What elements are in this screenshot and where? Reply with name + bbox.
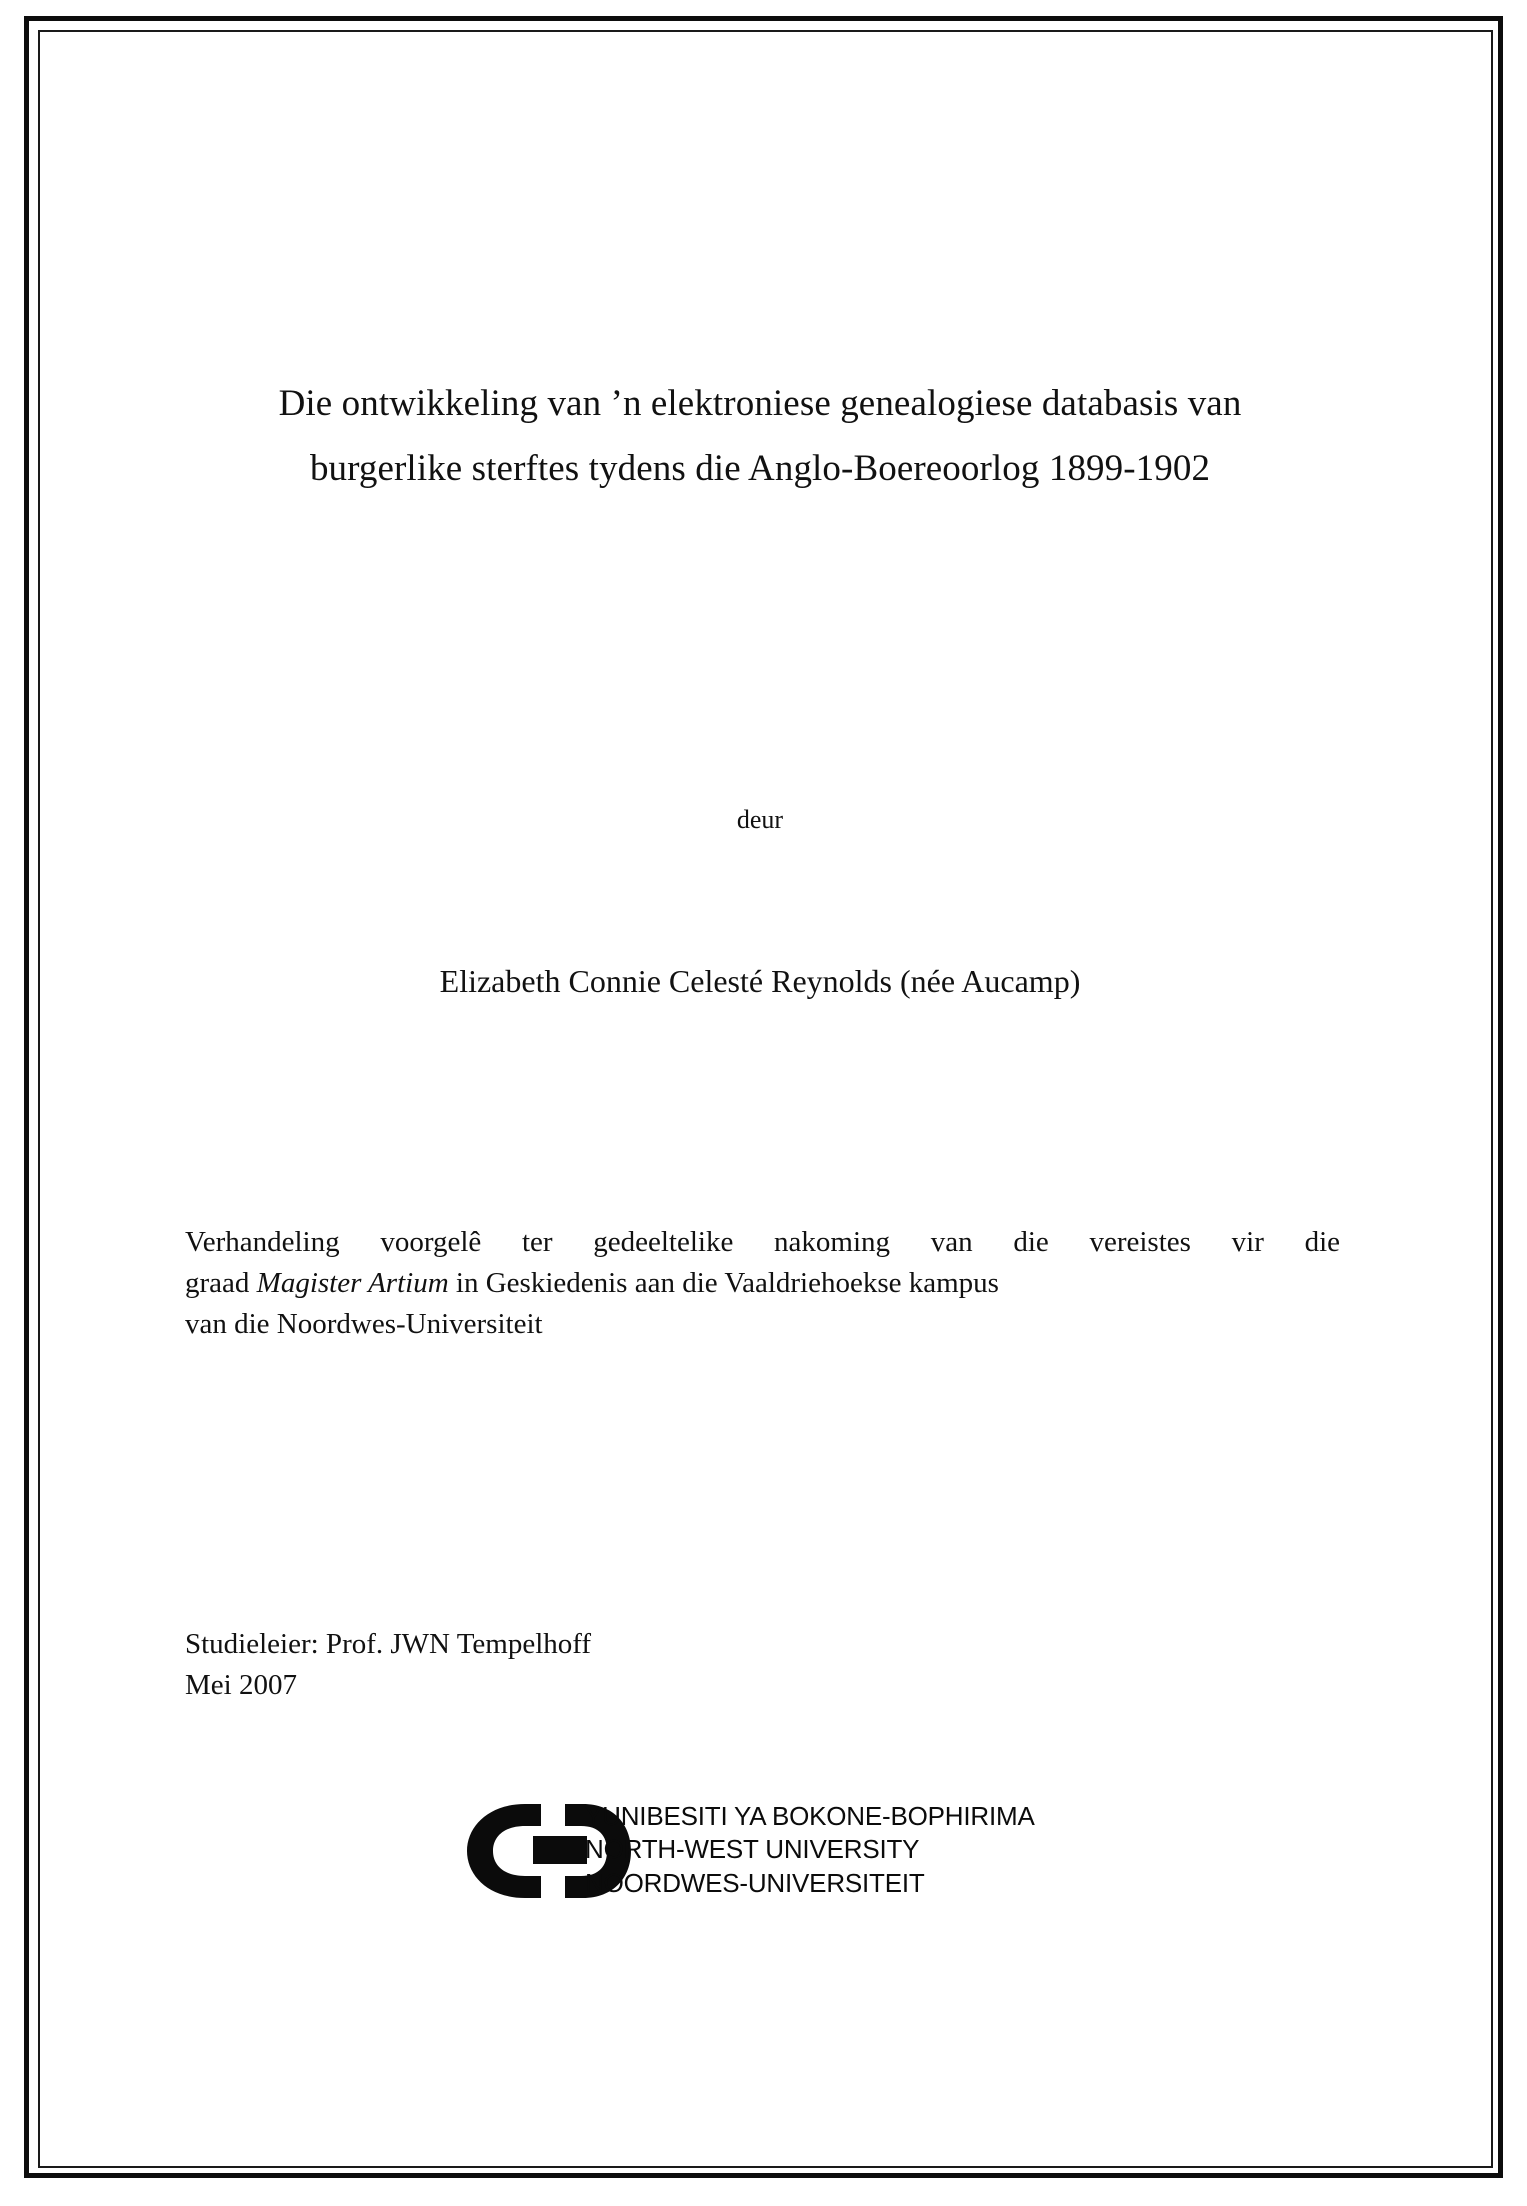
- supervisor-and-date: [185, 1624, 1085, 1706]
- logo-text-line-2: NORTH-WEST UNIVERSITY: [585, 1834, 920, 1865]
- supervisor-line: Studieleier: Prof. JWN Tempelhoff: [185, 1628, 592, 1660]
- title-line-2: burgerlike sterftes tydens die Anglo-Boereoorlog 1899-1902: [309, 447, 1211, 489]
- university-logo: [455, 1790, 1075, 1920]
- degree-statement-line-1: Verhandeling voorgelê ter gedeeltelike nakoming van die vereistes vir die: [185, 1226, 1340, 1258]
- logo-text-line-3: NOORDWES-UNIVERSITEIT: [585, 1867, 925, 1898]
- title-line-1: Die ontwikkeling van ’n elektroniese genealogiese databasis van: [278, 383, 1242, 424]
- university-logo-text: [585, 1800, 1035, 1900]
- degree-name: Magister Artium: [256, 1267, 449, 1300]
- byline-label: deur: [736, 805, 784, 834]
- date-line: Mei 2007: [185, 1669, 297, 1702]
- author-name: Elizabeth Connie Celesté Reynolds (née Aucamp): [439, 963, 1081, 999]
- logo-text-line-1: YUNIBESITI YA BOKONE-BOPHIRIMA: [585, 1801, 1035, 1831]
- page-title: [150, 372, 1370, 502]
- degree-statement-line-3: van die Noordwes-Universiteit: [185, 1308, 543, 1341]
- degree-statement-line-2-prefix: graad: [185, 1267, 257, 1300]
- degree-statement-line-2-suffix: in Geskiedenis aan die Vaaldriehoekse kampus: [448, 1267, 999, 1300]
- degree-statement-line-2: [185, 1263, 1340, 1304]
- degree-statement: [185, 1222, 1340, 1346]
